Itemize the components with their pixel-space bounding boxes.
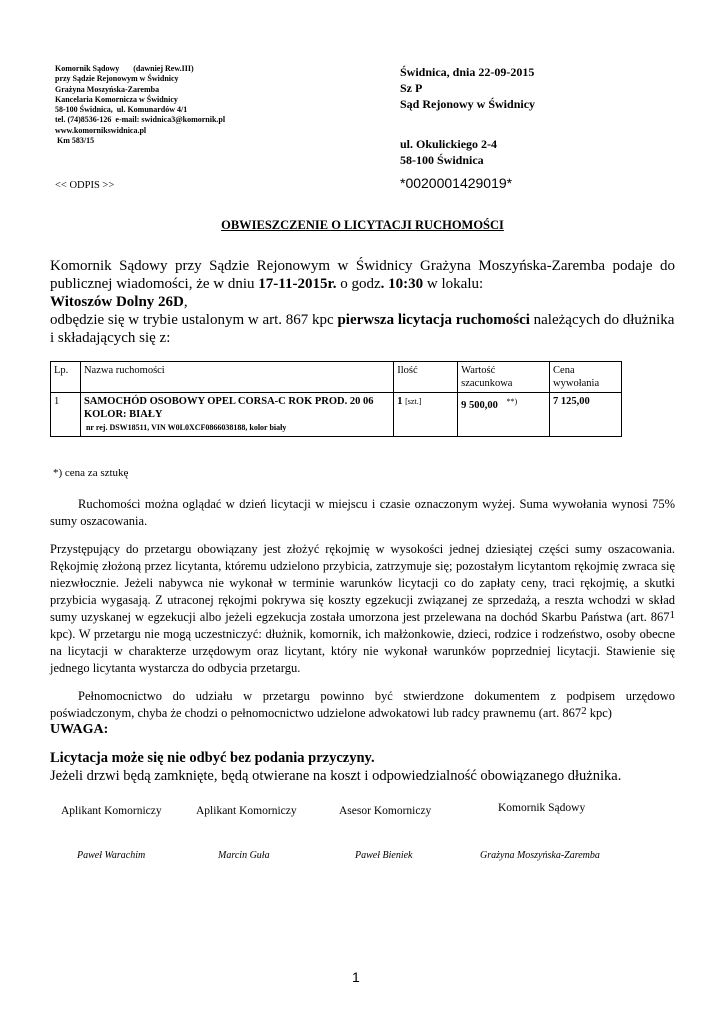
copy-mark: << ODPIS >> bbox=[55, 180, 115, 191]
proxy-text: Pełnomocnictwo do udziału w przetargu powinno być stwierdzone dokumentem z podpisem urzędowo poświadczonym, chyba że chodzi o pełnomocnictwo udzielone adwokatowi lub radcy prawnemu (art. 867 bbox=[50, 689, 675, 720]
viewing-paragraph: Ruchomości można oglądać w dzień licytacji w miejscu i czasie oznaczonym wyżej. Suma wywołania wynosi 75% sumy oszacowania. bbox=[50, 497, 675, 528]
street: ul. Okulickiego 2-4 bbox=[400, 137, 498, 151]
value-footnote-mark: **) bbox=[506, 397, 518, 406]
auction-location: Witoszów Dolny 26D bbox=[50, 294, 184, 310]
table-header-row bbox=[51, 362, 622, 393]
header-lp: Lp. bbox=[51, 362, 81, 393]
case-number: Km 583/15 bbox=[55, 136, 95, 146]
warning-heading: UWAGA: bbox=[50, 722, 109, 737]
header-qty: Ilość bbox=[394, 362, 458, 393]
document-title: OBWIESZCZENIE O LICYTACJI RUCHOMOŚCI bbox=[221, 218, 504, 232]
qty-unit: [szt.] bbox=[405, 397, 422, 406]
cell-item-name bbox=[80, 393, 393, 437]
city: 58-100 Świdnica bbox=[400, 153, 484, 167]
header-price-line: wywołania bbox=[553, 378, 600, 389]
location-suffix: , bbox=[183, 294, 188, 310]
deposit-paragraph bbox=[50, 541, 675, 677]
intro-text-part: o godz bbox=[336, 276, 381, 292]
intro-paragraph bbox=[50, 257, 675, 347]
header-line: Komornik Sądowy (dawniej Rew.III) bbox=[55, 64, 194, 73]
signature-role: Komornik Sądowy bbox=[498, 802, 586, 814]
header-price-line: Cena bbox=[553, 365, 575, 376]
header-line: przy Sądzie Rejonowym w Świdnicy bbox=[55, 74, 179, 84]
cell-price bbox=[550, 393, 622, 437]
signatory-name: Paweł Bieniek bbox=[355, 850, 413, 861]
header-line: 58-100 Świdnica, ul. Komunardów 4/1 bbox=[55, 105, 188, 115]
header-line: Kancelaria Komornicza w Świdnicy bbox=[55, 94, 178, 104]
deposit-text: kpc). W przetargu nie mogą uczestniczyć: dłużnik, komornik, ich małżonkowie, dzieci, rodzice i rodzeństwo, osoby obecne na licytacji w charakterze urzędowym oraz licytant, który nie wykonał warunków poprzedniej licytacji. Stawienie się jednego licytanta wystarcza do odbycia przetargu. bbox=[50, 627, 675, 675]
bailiff-office-header bbox=[55, 64, 225, 146]
header-value bbox=[458, 362, 550, 393]
article-superscript: 1 bbox=[669, 609, 675, 621]
signature-role: Aplikant Komorniczy bbox=[61, 805, 162, 817]
signature-role: Aplikant Komorniczy bbox=[196, 805, 297, 817]
date-and-recipient bbox=[400, 64, 535, 112]
starting-price: 7 125,00 bbox=[553, 396, 590, 407]
intro-text-part: w lokalu: bbox=[423, 276, 484, 292]
table-row bbox=[51, 393, 622, 437]
auction-time: . 10:30 bbox=[380, 276, 424, 292]
cell-qty bbox=[394, 393, 458, 437]
auction-type: pierwsza licytacja ruchomości bbox=[337, 312, 530, 328]
proxy-text: kpc) bbox=[586, 706, 612, 720]
header-line: www.komornikswidnica.pl bbox=[55, 125, 147, 135]
item-color: KOLOR: BIAŁY bbox=[83, 409, 163, 420]
item-details: nr rej. DSW18511, VIN W0L0XCF0866038188, kolor biały bbox=[85, 423, 287, 432]
intro-text-part: należących do dłużnika i składających się z: bbox=[50, 312, 675, 346]
recipient-address bbox=[400, 136, 497, 168]
cell-lp: 1 bbox=[51, 393, 81, 437]
page-number: 1 bbox=[352, 969, 360, 985]
header-name: Nazwa ruchomości bbox=[80, 362, 393, 393]
header-line: tel. (74)8536-126 e-mail: swidnica3@komornik.pl bbox=[55, 115, 226, 125]
header-value-line: szacunkowa bbox=[461, 378, 513, 389]
auction-date: 17-11-2015r. bbox=[258, 276, 337, 292]
signatory-name: Paweł Warachim bbox=[77, 850, 146, 861]
reference: Sz P bbox=[400, 81, 423, 95]
warning-normal-line: Jeżeli drzwi będą zamknięte, będą otwierane na koszt i odpowiedzialność obowiązanego dłużnika. bbox=[50, 768, 622, 784]
warning-bold-line: Licytacja może się nie odbyć bez podania przyczyny. bbox=[50, 750, 375, 766]
cell-value bbox=[458, 393, 550, 437]
header-price bbox=[550, 362, 622, 393]
intro-text-part: odbędzie się w trybie ustalonym w art. 867 kpc bbox=[50, 312, 338, 328]
header-value-line: Wartość bbox=[461, 365, 496, 376]
article-superscript: 2 bbox=[581, 705, 587, 717]
item-title: SAMOCHÓD OSOBOWY OPEL CORSA-C ROK PROD. 20 06 bbox=[83, 396, 374, 407]
intro-continuation bbox=[50, 311, 675, 347]
header-line: Grażyna Moszyńska-Zaremba bbox=[55, 84, 160, 94]
deposit-text: Przystępujący do przetargu obowiązany jest złożyć rękojmię w wysokości jednej dziesiątej części sumy oszacowania. Rękojmię złożoną przez licytanta, któremu udzielono przybicia, zatrzymuje się; pozostałym licytantom rękojmię zwraca się niezwłocznie. Jeżeli nabywca nie wykonał w terminie warunków licytacji co do zapłaty ceny, traci rękojmię, a skutki przybicia wygasają. Z utraconej rękojmi pokrywa się koszty egzekucji związanej ze sprzedażą, a reszta wchodzi w skład sumy uzyskanej w egzekucji albo jeżeli egzekucja została umorzona jest przelewana na dochód Skarbu Państwa (art. 867 bbox=[50, 542, 675, 624]
estimated-value: 9 500,00 bbox=[461, 400, 498, 411]
signatory-name: Marcin Guła bbox=[218, 850, 270, 861]
proxy-paragraph bbox=[50, 688, 675, 722]
date-line: Świdnica, dnia 22-09-2015 bbox=[400, 65, 535, 79]
items-table bbox=[50, 361, 622, 437]
footnote: *) cena za sztukę bbox=[53, 467, 129, 479]
intro-text bbox=[50, 257, 675, 293]
recipient: Sąd Rejonowy w Świdnicy bbox=[400, 97, 536, 111]
barcode-text: *0020001429019* bbox=[400, 175, 513, 191]
signatory-name: Grażyna Moszyńska-Zaremba bbox=[480, 850, 600, 861]
intro-text-part: Komornik Sądowy przy Sądzie Rejonowym w Świdnicy Grażyna Moszyńska-Zaremba podaje do publicznej wiadomości, że w dniu bbox=[50, 258, 675, 292]
signature-role: Asesor Komorniczy bbox=[339, 805, 432, 817]
location-line bbox=[50, 293, 675, 311]
qty-value: 1 bbox=[397, 396, 403, 407]
